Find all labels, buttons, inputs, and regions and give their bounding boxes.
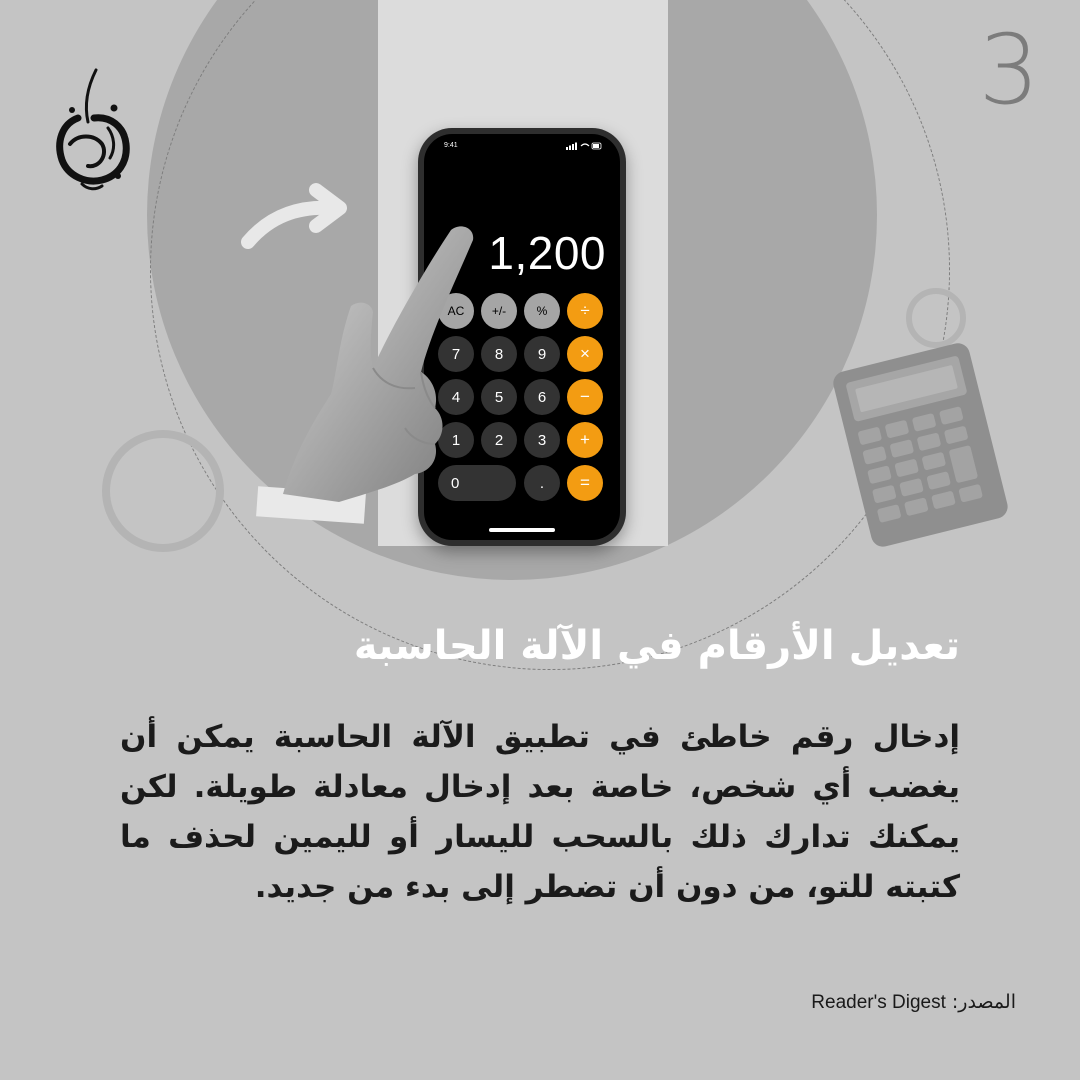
digit-key-5[interactable]: 5: [481, 379, 517, 415]
source-name: Reader's Digest: [811, 992, 946, 1013]
divide-key[interactable]: ÷: [567, 293, 603, 329]
headline: تعديل الأرقام في الآلة الحاسبة: [353, 623, 960, 669]
status-bar-time: 9:41: [444, 142, 458, 149]
digit-key-1[interactable]: 1: [438, 422, 474, 458]
desk-calculator-icon: [820, 335, 1020, 550]
phone-notch: [479, 134, 565, 150]
calculator-display: 1,200: [488, 227, 606, 279]
clear-key[interactable]: AC: [438, 293, 474, 329]
equals-key[interactable]: =: [567, 465, 603, 501]
status-bar-icons: [566, 142, 602, 150]
source-label: المصدر:: [951, 991, 1016, 1013]
percent-key[interactable]: %: [524, 293, 560, 329]
digit-key-9[interactable]: 9: [524, 336, 560, 372]
digit-key-3[interactable]: 3: [524, 422, 560, 458]
home-indicator: [489, 528, 555, 532]
al-jazeera-logo-icon: [48, 64, 134, 194]
body-paragraph: إدخال رقم خاطئ في تطبيق الآلة الحاسبة يمكن أن يغضب أي شخص، خاصة بعد إدخال معادلة طويلة. لكن يمكنك تدارك ذلك بالسحب لليسار أو لليمين لحذف ما كتبته للتو، من دون أن تضطر إلى بدء من جديد.: [120, 719, 960, 905]
digit-key-6[interactable]: 6: [524, 379, 560, 415]
minus-key[interactable]: −: [567, 379, 603, 415]
multiply-key[interactable]: ×: [567, 336, 603, 372]
digit-key-2[interactable]: 2: [481, 422, 517, 458]
decimal-key[interactable]: .: [524, 465, 560, 501]
decorative-ring-left: [102, 430, 224, 552]
slide-number: 3: [978, 14, 1040, 126]
source-credit: [600, 988, 1016, 1017]
digit-key-7[interactable]: 7: [438, 336, 474, 372]
digit-key-0[interactable]: 0: [438, 465, 516, 501]
pointing-hand-icon: [255, 222, 500, 527]
digit-key-8[interactable]: 8: [481, 336, 517, 372]
plus-key[interactable]: +: [567, 422, 603, 458]
sign-toggle-key[interactable]: +/-: [481, 293, 517, 329]
digit-key-4[interactable]: 4: [438, 379, 474, 415]
